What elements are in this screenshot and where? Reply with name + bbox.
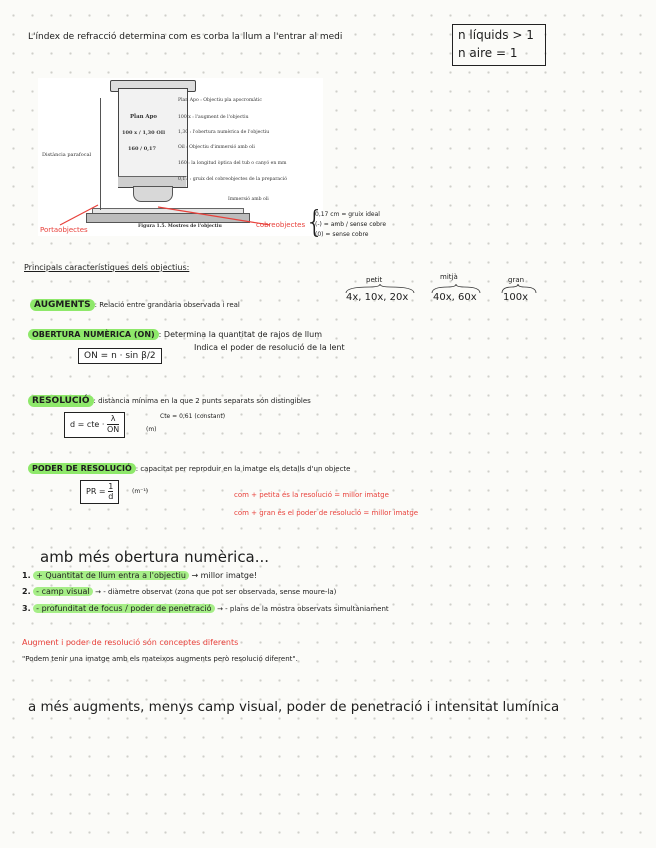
augments-row [30,292,240,311]
cat-medium-label: mitjà [440,273,458,281]
coverslip-arrow [158,207,270,225]
resolucio-constant: Cte = 0,61 (constant) [160,413,226,420]
list-hl-1: + Quantitat de llum entra a l'objectiu [33,571,189,580]
lens-text-1: Plan Apo [130,114,157,120]
legend-line-1: Plan Apo : Objectiu pla apocromàtic [178,98,262,103]
poder-formula [80,480,119,504]
note-2: (-) = amb / sense cobre [315,221,387,228]
list-hl-3: - profunditat de focus / poder de penetració [33,604,214,613]
resolucio-row [28,388,311,407]
obertura-desc-1: : Determina la quantitat de rajos de llum [158,330,323,339]
slide-label: Portaobjectes [40,226,88,234]
cat-large-values: 100x [503,292,529,303]
list-rest-1: → millor imatge! [191,571,258,580]
parafocal-line [100,98,101,210]
poder-denominator: d [108,492,114,501]
resolucio-unit: (m) [146,426,157,433]
conclusion: a més augments, menys camp visual, poder de penetració i intensitat lumínica [28,700,560,715]
obertura-row [28,322,322,341]
list-item-1 [22,571,257,580]
poder-desc: : capacitat per reproduir en la imatge els detalls d'un objecte [135,465,351,473]
note-1: 0,17 cm = gruix ideal [315,211,380,218]
resolucio-formula-left: d = cte · [70,420,105,429]
resolucio-numerator: λ [107,414,119,425]
notes-brace: { [305,205,325,240]
resolucio-formula [64,412,125,438]
cat-medium-values: 40x, 60x [433,292,477,303]
poder-note-2: com + gran és el poder de resolució = millor imatge [234,509,419,517]
cat-large-label: gran [508,276,525,284]
slide-arrow [60,205,98,225]
cat-small-values: 4x, 10x, 20x [346,292,409,303]
legend-line-6: 0,17 : gruix del cobreobjectes de la preparació [178,177,287,182]
lens-text-2: 100 x / 1,30 OIl [122,130,165,136]
poder-note-1: com + petita és la resolució = millor imatge [234,491,389,499]
legend-line-5: 160 : la longitud òptica del tub o canyó en mm [178,161,287,166]
quote: "Podem tenir una imatge amb els mateixos augments però resolució diferent". [22,655,298,663]
resolucio-desc: : distància mínima en la que 2 punts separats són distingibles [93,397,311,405]
augments-desc: : Relació entre grandària observada i real [94,301,240,309]
coverslip-label: cobreobjectes [256,221,306,229]
list-rest-3: → - plans de la mostra observats simultàniament [217,605,389,613]
poder-formula-left: PR = [86,487,106,496]
box-line-1: n líquids > 1 [458,28,534,42]
list-item-2 [22,587,336,596]
legend-line-2: 100 x : l'augment de l'objectiu [178,115,249,120]
heading-more-aperture: amb més obertura numèrica... [40,548,270,566]
list-num-3: 3. [22,604,31,613]
obertura-label: OBERTURA NUMÈRICA (ON) [28,329,159,340]
immersion-label: Immersió amb oli [228,197,269,202]
augments-label: AUGMENTS [30,299,95,311]
lens-text-3: 160 / 0,17 [128,146,156,152]
resolucio-denominator: ON [106,425,120,434]
box-line-2: n aire = 1 [458,46,518,60]
list-num-1: 1. [22,571,31,580]
list-num-2: 2. [22,587,31,596]
obertura-desc-2: Indica el poder de resolució de la lent [194,343,345,352]
figure-caption: Figura 1.5. Mostres de l'objectiu [138,224,222,229]
intro-text: L'índex de refracció determina com es corba la llum a l'entrar al medi [28,32,343,42]
list-rest-2: → - diàmetre observat (zona que pot ser observada, sense moure-la) [95,588,337,596]
parafocal-label: Distància parafocal [42,152,92,158]
poder-row [28,456,350,475]
refraction-box [452,24,546,66]
list-hl-2: - camp visual [33,587,92,596]
poder-label: PODER DE RESOLUCIÓ [28,463,136,474]
legend-line-3: 1,30 : l'obertura numèrica de l'objectiu [178,130,270,135]
list-item-3 [22,604,389,613]
objective-body [118,88,188,188]
cat-small-label: petit [366,276,383,284]
poder-numerator: 1 [108,482,114,491]
poder-unit: (m⁻¹) [132,488,149,495]
section-title: Principals característiques dels objectius: [24,263,190,272]
resolucio-label: RESOLUCIÓ [28,395,94,407]
red-note: Augment i poder de resolució són conceptes diferents [22,638,239,647]
note-3: (0) = sense cobre [315,231,369,238]
legend-line-4: Oil : Objectiu d'immersió amb oli [178,145,255,150]
obertura-formula: ON = n · sin β/2 [78,348,162,364]
